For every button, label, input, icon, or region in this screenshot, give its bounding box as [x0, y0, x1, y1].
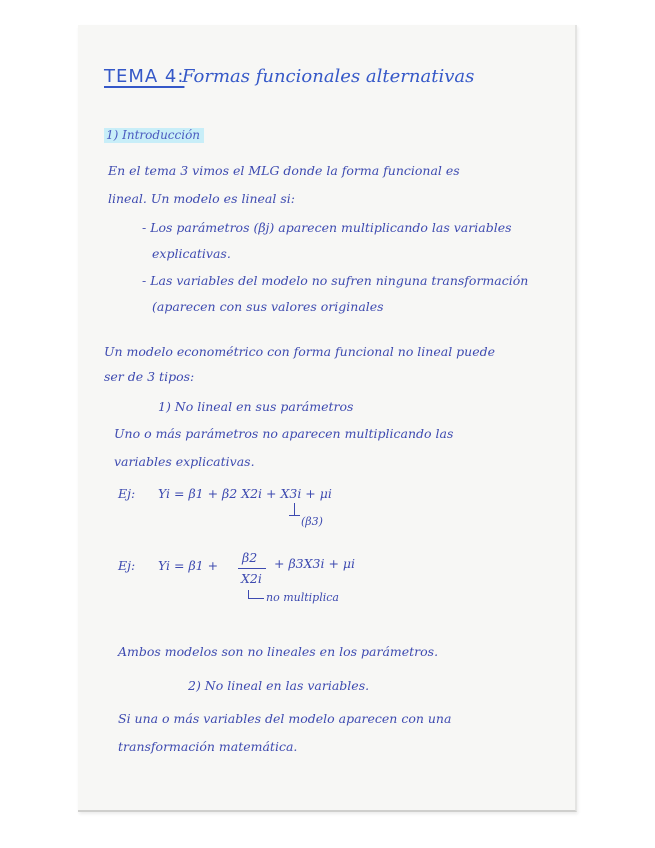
bullet-line-3: - Las variables del modelo no sufren ninguna transformación	[142, 273, 529, 288]
example2-equation-left: Yi = β1 +	[158, 558, 219, 573]
page-title: Formas funcionales alternativas	[182, 66, 475, 87]
intro-line-2: lineal. Un modelo es lineal si:	[108, 191, 295, 206]
example2-label: Ej:	[118, 558, 136, 573]
bullet-line-2: explicativas.	[152, 246, 231, 261]
example2-annotation: no multiplica	[266, 591, 339, 604]
type2-line-2: transformación matemática.	[118, 739, 298, 754]
example1-annotation: (β3)	[301, 515, 323, 528]
section-heading-introduction: 1) Introducción	[104, 128, 204, 143]
type2-line-1: Si una o más variables del modelo aparecen con una	[118, 711, 452, 726]
notebook-page	[78, 25, 577, 812]
type1-heading: 1) No lineal en sus parámetros	[158, 399, 354, 414]
example2-fraction-numerator: β2	[242, 550, 258, 565]
example1-label: Ej:	[118, 486, 136, 501]
example2-equation-right: + β3X3i + μi	[274, 556, 356, 571]
example1-arrow-base	[289, 515, 300, 516]
type1-line-1: Uno o más parámetros no aparecen multiplicando las	[114, 426, 454, 441]
conclusion-line: Ambos modelos son no lineales en los parámetros.	[118, 644, 439, 659]
type2-heading: 2) No lineal en las variables.	[188, 678, 370, 693]
example1-equation: Yi = β1 + β2 X2i + X3i + μi	[158, 486, 332, 501]
type1-line-2: variables explicativas.	[114, 454, 255, 469]
bullet-line-1: - Los parámetros (βj) aparecen multiplicando las variables	[142, 220, 512, 235]
example2-arrow	[248, 598, 264, 599]
example2-fraction-denominator: X2i	[241, 571, 262, 586]
title-prefix: TEMA 4:	[104, 66, 185, 87]
bullet-line-4: (aparecen con sus valores originales	[152, 299, 384, 314]
example2-fraction-bar	[238, 568, 266, 569]
nonlinear-intro-line-2: ser de 3 tipos:	[104, 369, 195, 384]
intro-line-1: En el tema 3 vimos el MLG donde la forma funcional es	[108, 163, 460, 178]
example1-arrow	[294, 503, 295, 515]
nonlinear-intro-line-1: Un modelo econométrico con forma funcional no lineal puede	[104, 344, 496, 359]
